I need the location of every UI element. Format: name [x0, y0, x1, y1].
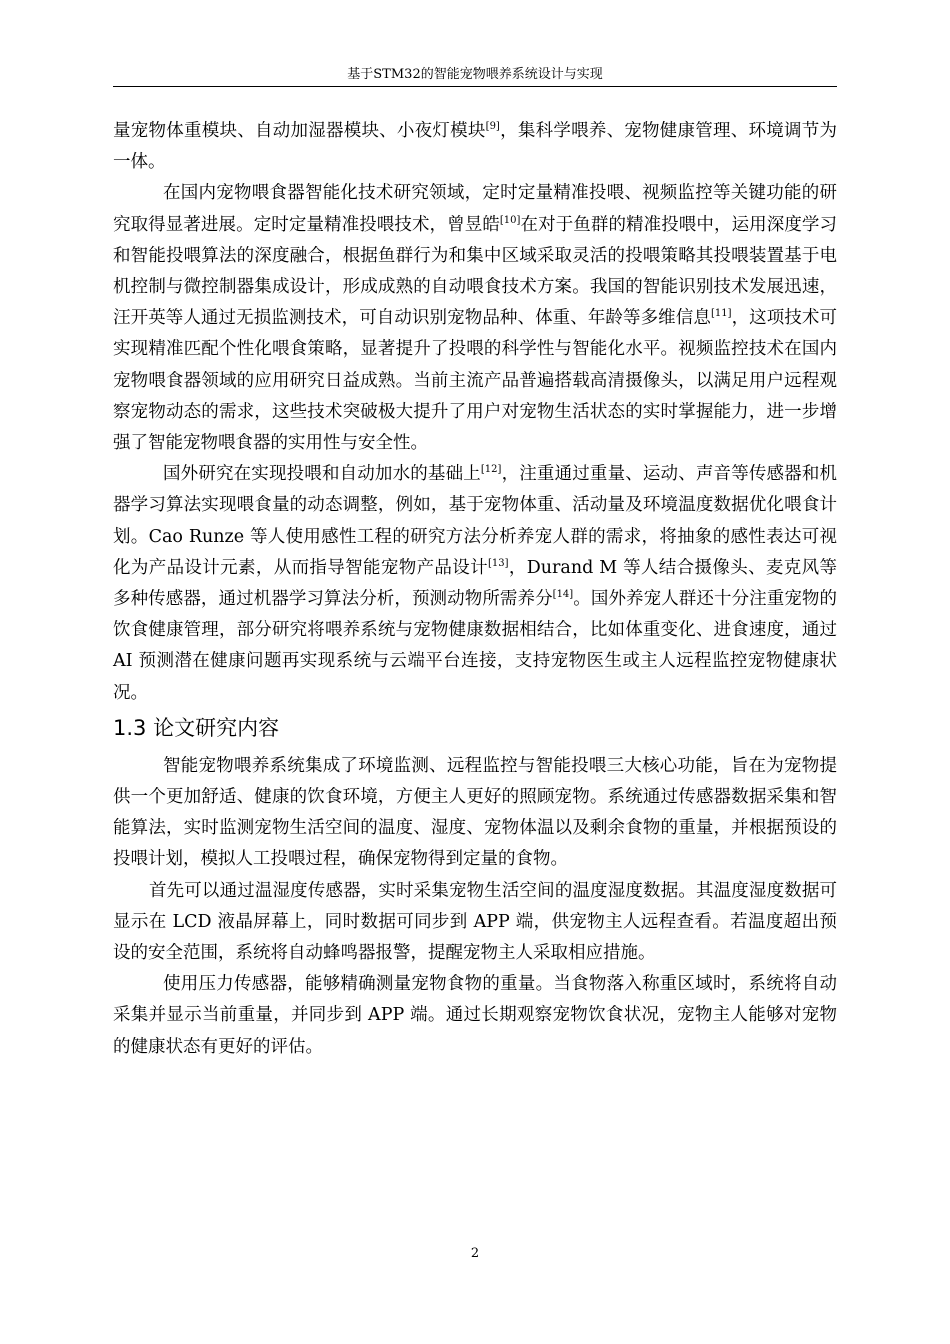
running-header: 基于STM32的智能宠物喂养系统设计与实现 — [347, 67, 603, 82]
page-body — [113, 116, 837, 1063]
text-run: 国外研究在实现投喂和自动加水的基础上 — [163, 464, 481, 485]
paragraph-foreign-research — [113, 459, 837, 709]
section-heading: 1.3 论文研究内容 — [113, 715, 280, 740]
citation-ref[interactable]: [12] — [480, 464, 502, 476]
text-run: ，集科学喂养、宠物健康管理、环境调节为一体。 — [113, 121, 838, 173]
header-rule — [113, 86, 837, 87]
paragraph-continuation — [113, 116, 837, 178]
text-run: ，Durand M 等人结合摄像头、麦克风等多种传感器，通过机器学习算法分析，预测动物所需养分 — [113, 557, 837, 610]
paragraph-domestic-research — [113, 178, 837, 459]
text-run: ，这项技术可实现精准匹配个性化喂食策略，显著提升了投喂的科学性与智能化水平。视频监控技术在国内宠物喂食器领域的应用研究日益成熟。当前主流产品普遍搭载高清摄像头，以满足用户远程观察宠物动态的需求，这些技术突破极大提升了用户对宠物生活状态的实时掌握能力，进一步增强了智能宠物喂食器的实用性与安全性。 — [113, 308, 838, 454]
text-run: 。国外养宠人群还十分注重宠物的饮食健康管理，部分研究将喂养系统与宠物健康数据相结合，比如体重变化、进食速度，通过 AI 预测潜在健康问题再实现系统与云端平台连接，支持宠物医生或主人远程监控宠物健康状况。 — [113, 589, 838, 703]
text-run: 量宠物体重模块、自动加湿器模块、小夜灯模块 — [113, 121, 486, 141]
paragraph-pressure-sensor: 使用压力传感器，能够精确测量宠物食物的重量。当食物落入称重区域时，系统将自动采集并显示当前重量，并同步到 APP 端。通过长期观察宠物饮食状况，宠物主人能够对宠物的健康状态有更好的评估。 — [113, 974, 837, 1057]
citation-ref[interactable]: [14] — [552, 589, 574, 601]
citation-ref[interactable]: [9] — [485, 121, 500, 132]
page-number: 2 — [470, 1246, 480, 1261]
citation-ref[interactable]: [13] — [488, 557, 509, 569]
text-run: 在对于鱼群的精准投喂中，运用深度学习和智能投喂算法的深度融合，根据鱼群行为和集中区域采取灵活的投喂策略其投喂装置基于电机控制与微控制器集成设计，形成成熟的自动喂食技术方案。我国的智能识别技术发展迅速，汪开英等人通过无损监测技术，可自动识别宠物品种、体重、年龄等多维信息 — [113, 214, 837, 329]
paragraph-temperature-humidity: 首先可以通过温湿度传感器，实时采集宠物生活空间的温度湿度数据。其温度湿度数据可显示在 LCD 液晶屏幕上，同时数据可同步到 APP 端，供宠物主人远程查看。若温度超出预设的安全范围，系统将自动蜂鸣器报警，提醒宠物主人采取相应措施。 — [113, 880, 837, 964]
text-run: ，注重通过重量、运动、声音等传感器和机器学习算法实现喂食量的动态调整，例如，基于宠物体重、活动量及环境温度数据优化喂食计划。Cao Runze 等人使用感性工程的研究方法分析养宠人群的需求，将抽象的感性表达可视化为产品设计元素，从而指导智能宠物产品设计 — [113, 464, 838, 578]
citation-ref[interactable]: [10] — [499, 214, 521, 226]
citation-ref[interactable]: [11] — [710, 308, 732, 320]
text-run: 在国内宠物喂食器智能化技术研究领域，定时定量精准投喂、视频监控等关键功能的研究取得显著进展。定时定量精准投喂技术，曾昱皓 — [113, 183, 837, 235]
paragraph-system-overview: 智能宠物喂养系统集成了环境监测、远程监控与智能投喂三大核心功能，旨在为宠物提供一个更加舒适、健康的饮食环境，方便主人更好的照顾宠物。系统通过传感器数据采集和智能算法，实时监测宠物生活空间的温度、湿度、宠物体温以及剩余食物的重量，并根据预设的投喂计划，模拟人工投喂过程，确保宠物得到定量的食物。 — [113, 755, 837, 870]
